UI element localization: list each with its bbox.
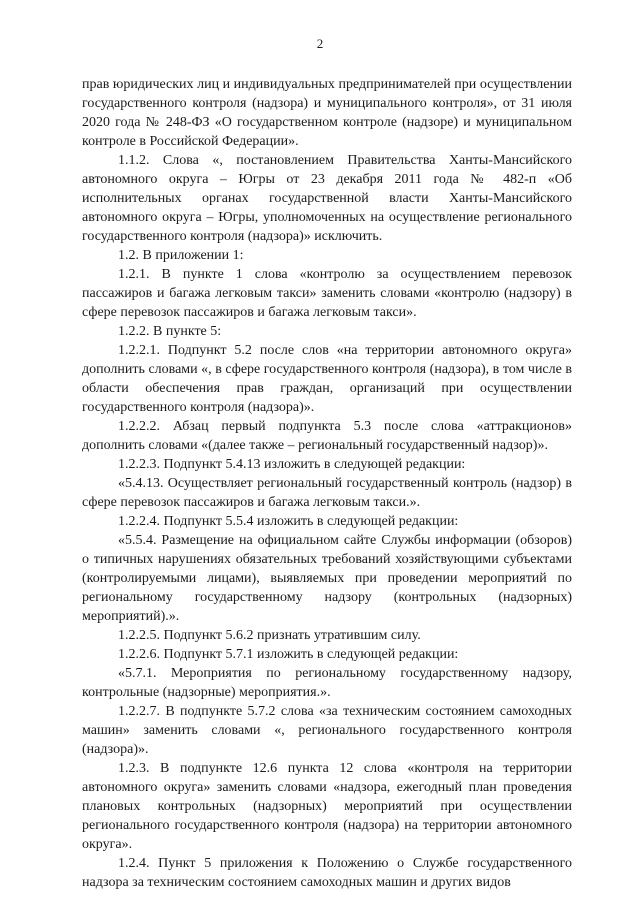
document-body bbox=[82, 75, 572, 892]
paragraph: прав юридических лиц и индивидуальных предпринимателей при осуществлении государственного контроля (надзора) и муниципального контроля», от 31 июля 2020 года № 248-ФЗ «О государственном контроле (надзоре) и муниципальном контроле в Российской Федерации». bbox=[82, 77, 572, 149]
paragraph: 1.2. В приложении 1: bbox=[118, 248, 244, 263]
paragraph: 1.2.2.2. Абзац первый подпункта 5.3 после слова «аттракционов» дополнить словами «(далее также – региональный государственный надзор)». bbox=[82, 419, 572, 453]
paragraph: 1.2.2.4. Подпункт 5.5.4 изложить в следующей редакции: bbox=[118, 514, 459, 529]
paragraph: 1.2.3. В подпункте 12.6 пункта 12 слова «контроля на территории автономного округа» заменить словами «надзора, ежегодный план проведения плановых контрольных (надзорных) мероприятий при осуществлении регионального государственного контроля (надзора) на территории автономного округа». bbox=[82, 761, 572, 852]
paragraph: 1.1.2. Слова «, постановлением Правительства Ханты-Мансийского автономного округа – Югры от 23 декабря 2011 года № 482-п «Об исполнительных органах государственной власти Ханты-Мансийского автономного округа – Югры, уполномоченных на осуществление регионального государственного контроля (надзора)» исключить. bbox=[82, 153, 572, 244]
paragraph: 1.2.2.6. Подпункт 5.7.1 изложить в следующей редакции: bbox=[118, 647, 459, 662]
paragraph: 1.2.2.5. Подпункт 5.6.2 признать утратившим силу. bbox=[118, 628, 421, 643]
paragraph: «5.5.4. Размещение на официальном сайте Службы информации (обзоров) о типичных нарушениях обязательных требований хозяйствующими субъектами (контролируемыми лицами), выявляемых при проведении мероприятий по региональному государственному надзору (контрольных (надзорных) мероприятий).». bbox=[82, 533, 572, 624]
paragraph: «5.7.1. Мероприятия по региональному государственному надзору, контрольные (надзорные) мероприятия.». bbox=[82, 666, 572, 700]
paragraph: 1.2.2. В пункте 5: bbox=[118, 324, 222, 339]
paragraph: 1.2.2.3. Подпункт 5.4.13 изложить в следующей редакции: bbox=[118, 457, 466, 472]
paragraph: 1.2.2.1. Подпункт 5.2 после слов «на территории автономного округа» дополнить словами «, в сфере государственного контроля (надзора), в том числе в области обеспечения прав граждан, организаций при осуществлении государственного контроля (надзора)». bbox=[82, 343, 572, 415]
paragraph: 1.2.2.7. В подпункте 5.7.2 слова «за техническим состоянием самоходных машин» заменить словами «, регионального государственного контроля (надзора)». bbox=[82, 704, 572, 757]
paragraph: 1.2.1. В пункте 1 слова «контролю за осуществлением перевозок пассажиров и багажа легковым такси» заменить словами «контролю (надзору) в сфере перевозок пассажиров и багажа легковым такси». bbox=[82, 267, 572, 320]
paragraph: «5.4.13. Осуществляет региональный государственный контроль (надзор) в сфере перевозок пассажиров и багажа легковым такси.». bbox=[82, 476, 572, 510]
page-number: 2 bbox=[316, 36, 324, 51]
paragraph: 1.2.4. Пункт 5 приложения к Положению о Службе государственного надзора за техническим состоянием самоходных машин и других видов bbox=[82, 856, 572, 890]
